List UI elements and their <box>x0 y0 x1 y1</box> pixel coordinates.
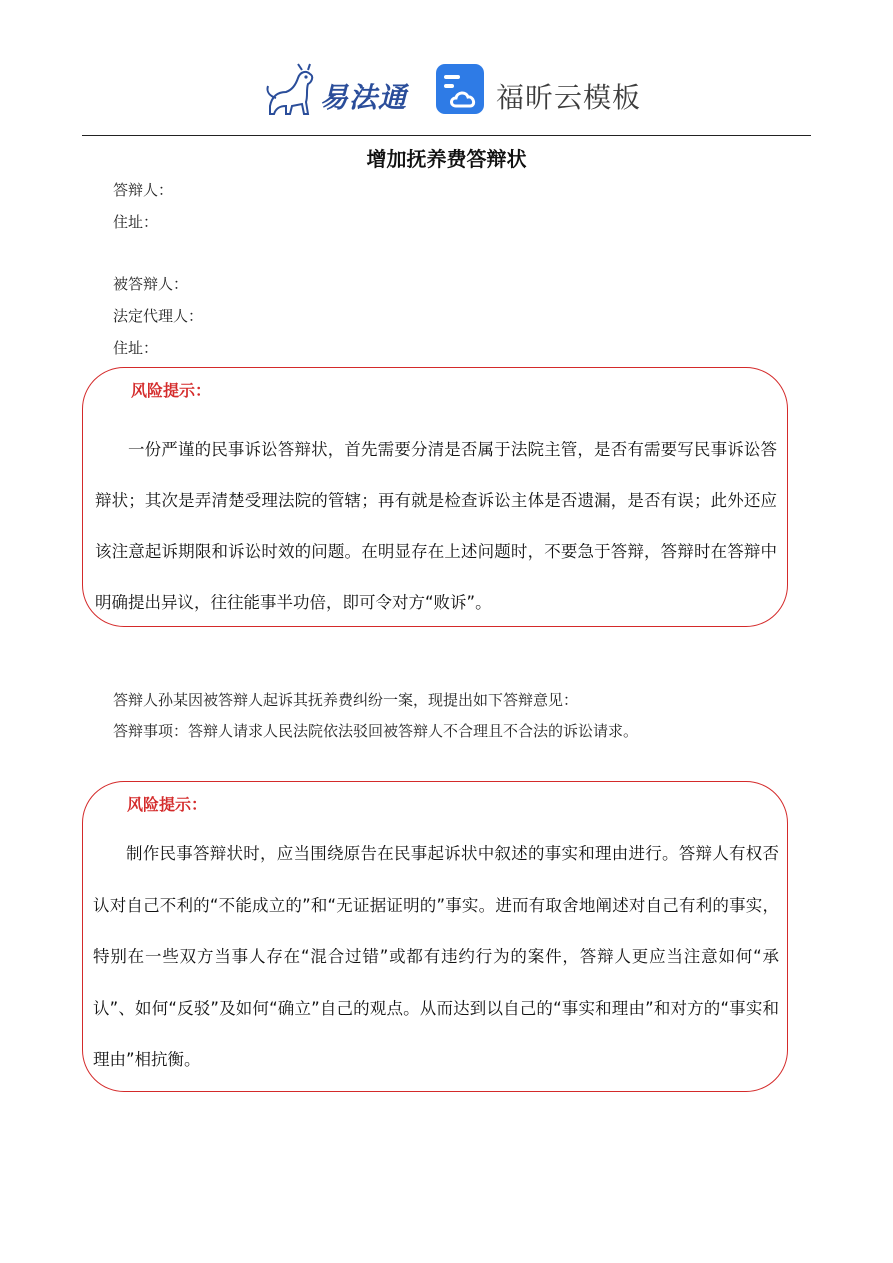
foxit-cloud-logo <box>436 64 642 118</box>
risk-note-body: 一份严谨的民事诉讼答辩状，首先需要分清是否属于法院主管，是否有需要写民事诉讼答辩状；其次是弄清楚受理法院的管辖；再有就是检查诉讼主体是否遗漏，是否有误；此外还应该注意起诉期限和诉讼时效的问题。在明显存在上述问题时，不要急于答辩，答辩时在答辩中明确提出异议，往往能事半功倍，即可令对方“败诉”。 <box>95 440 777 612</box>
foxit-brand-text: 福昕云模板 <box>496 81 642 114</box>
legal-agent-label: 法定代理人： <box>113 307 204 325</box>
risk-note-title: 风险提示： <box>131 381 212 400</box>
respondent-label: 答辩人： <box>113 181 174 199</box>
page-header <box>0 56 893 126</box>
claimant-label: 被答辩人： <box>113 275 189 293</box>
claimant-address-label: 住址： <box>113 339 159 357</box>
yifatong-brand-text: 易法通 <box>320 81 408 114</box>
respondent-address-label: 住址： <box>113 213 159 231</box>
header-divider <box>82 135 811 136</box>
qilin-mascot-icon <box>262 62 322 118</box>
document-title: 增加抚养费答辩状 <box>366 147 527 171</box>
yifatong-logo <box>262 62 412 118</box>
cloud-doc-icon <box>436 64 486 116</box>
statement-matters: 答辩事项：答辩人请求人民法院依法驳回被答辩人不合理且不合法的诉讼请求。 <box>113 722 639 740</box>
risk-note-body: 制作民事答辩状时，应当围绕原告在民事起诉状中叙述的事实和理由进行。答辩人有权否认对自己不利的“不能成立的”和“无证据证明的”事实。进而有取舍地阐述对自己有利的事实，特别在一些双方当事人存在“混合过错”或都有违约行为的案件，答辩人更应当注意如何“承认”、如何“反驳”及如何“确立”自己的观点。从而达到以自己的“事实和理由”和对方的“事实和理由”相抗衡。 <box>93 844 779 1069</box>
risk-note-title: 风险提示： <box>127 795 208 814</box>
statement-intro: 答辩人孙某因被答辩人起诉其抚养费纠纷一案，现提出如下答辩意见： <box>113 691 579 709</box>
risk-note-box <box>82 367 788 627</box>
risk-note-box <box>82 781 788 1092</box>
